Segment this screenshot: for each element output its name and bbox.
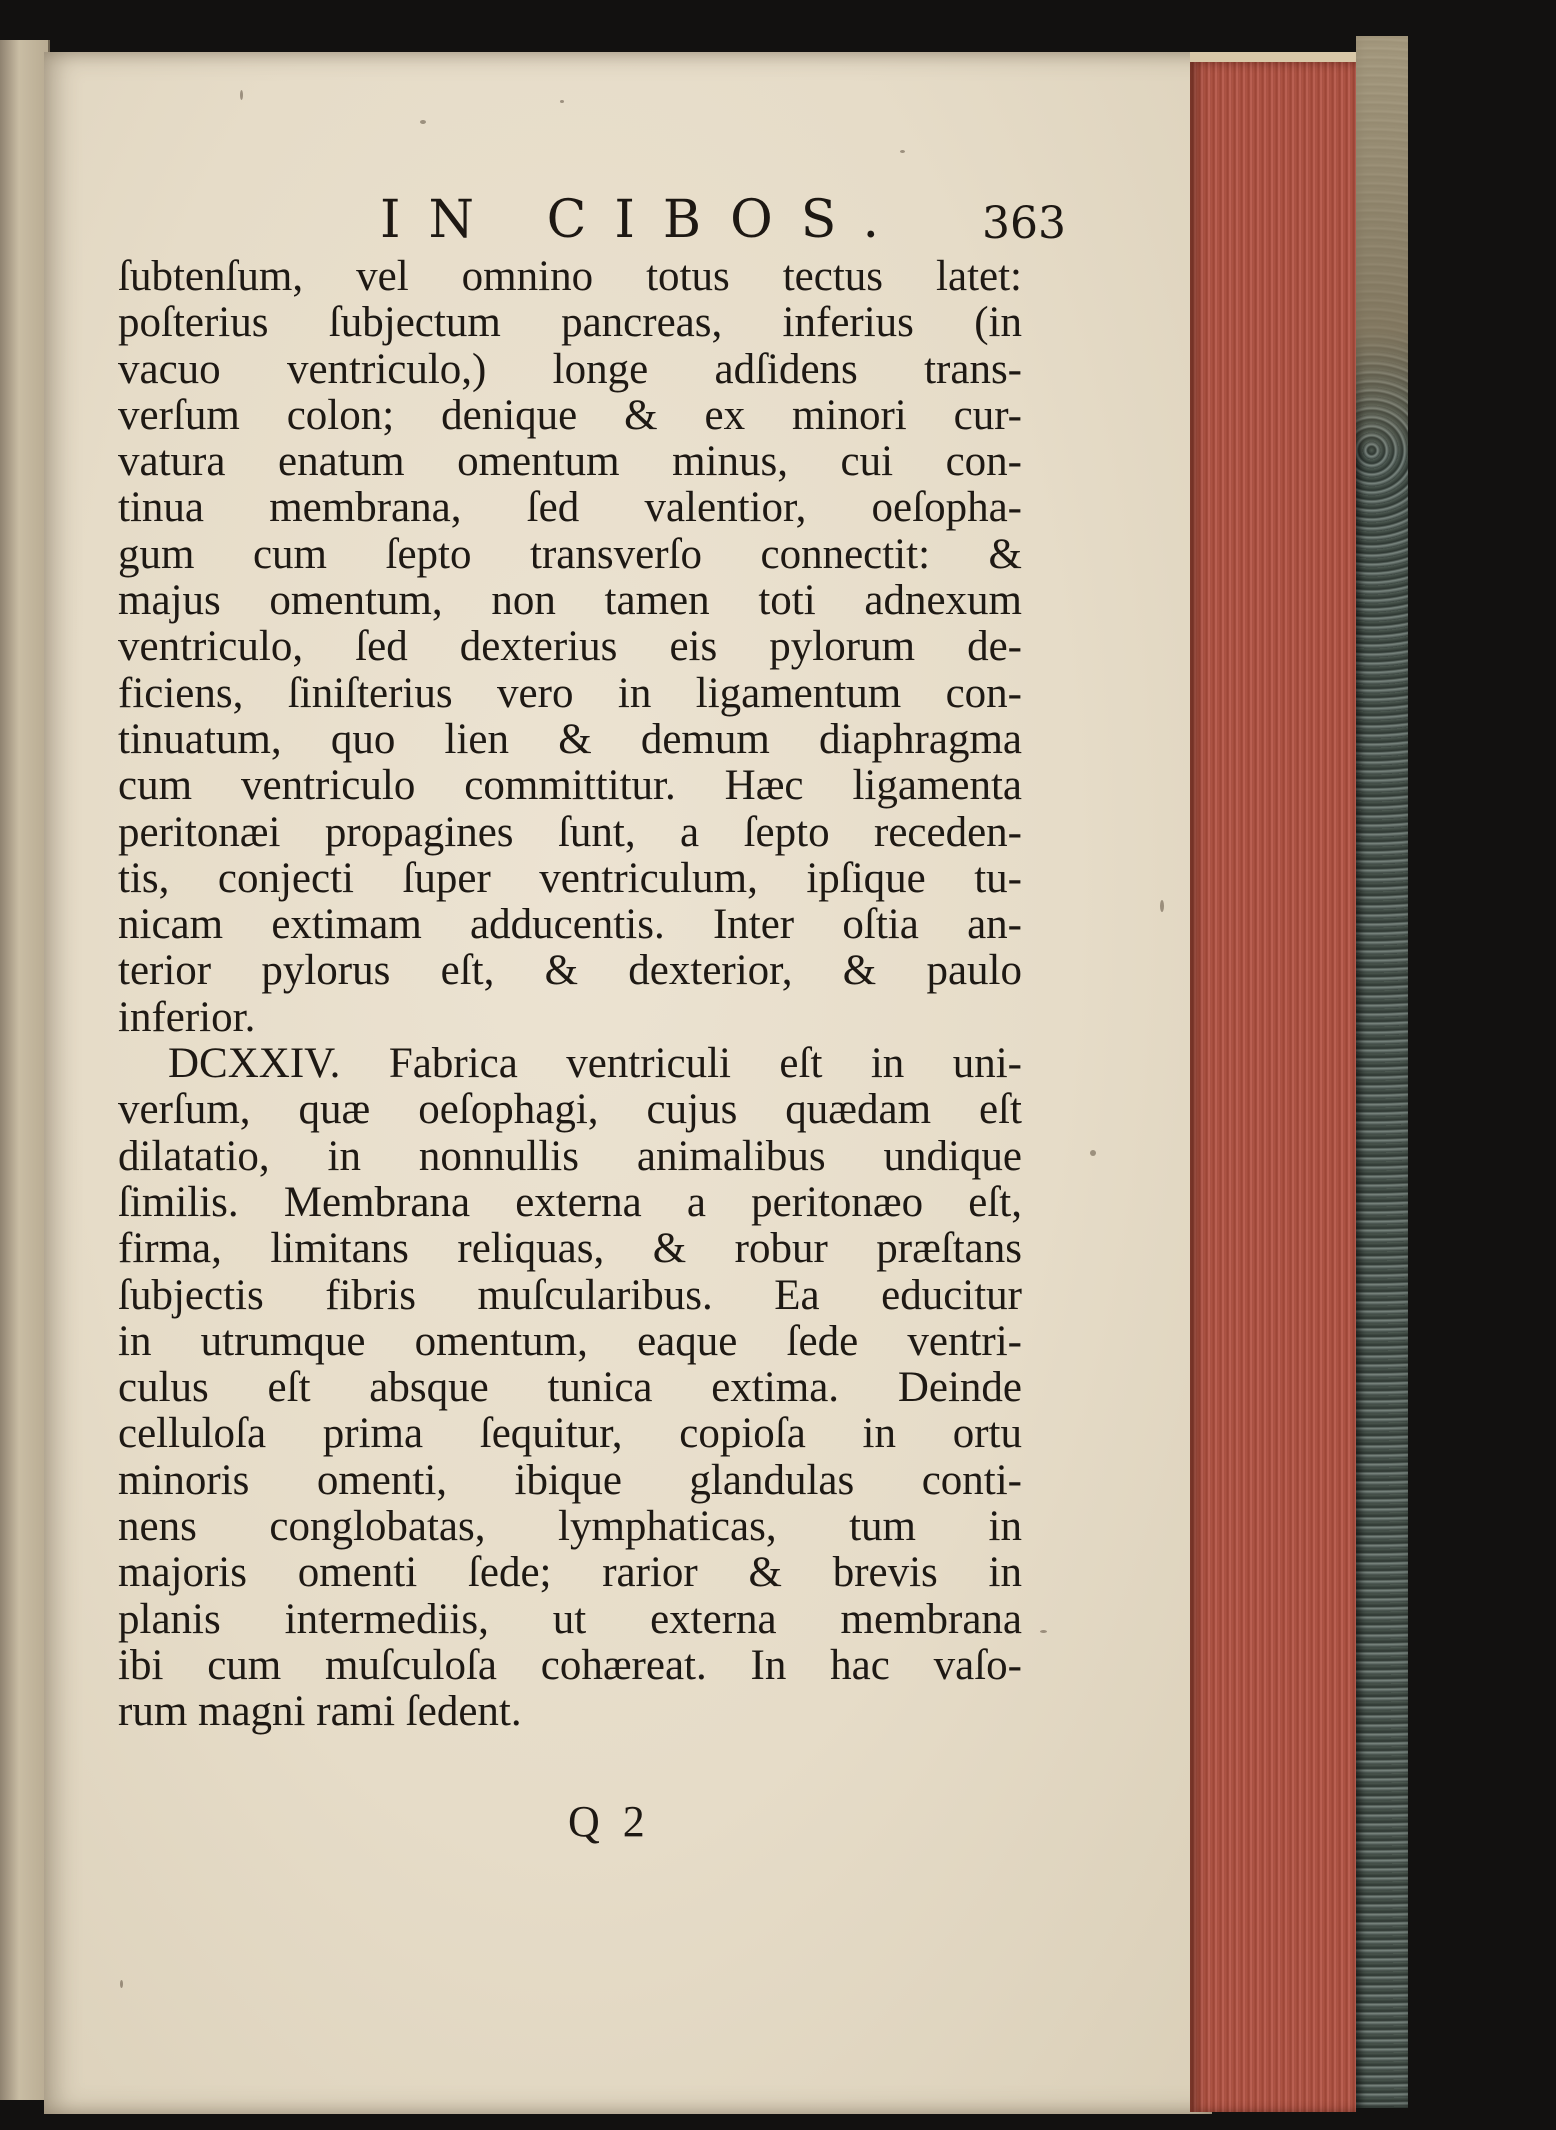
running-head: IN CIBOS. [380, 190, 908, 250]
text-line: in utrumque omentum, eaque ſede ventri- [118, 1317, 1022, 1365]
text-line: ſubtenſum, vel omnino totus tectus latet: [118, 253, 1022, 300]
text-line: firma, limitans reliquas, & robur præſtans [118, 1225, 1022, 1273]
text-line: ibi cum muſculoſa cohæreat. In hac vaſo- [118, 1641, 1022, 1689]
text-line: terior pylorus eſt, & dexterior, & paulo [118, 947, 1022, 995]
text-line: cum ventriculo committitur. Hæc ligamenta [118, 762, 1022, 810]
page-header [140, 190, 1066, 256]
text-line: nens conglobatas, lymphaticas, tum in [118, 1503, 1022, 1551]
signature-mark: Q 2 [568, 1797, 651, 1846]
red-page-edges [1190, 62, 1356, 2112]
text-line: culus eſt absque tunica extima. Deinde [118, 1364, 1022, 1412]
text-line: tinuatum, quo lien & demum diaphragma [118, 715, 1022, 763]
text-line: ficiens, ſiniſterius vero in ligamentum con- [118, 669, 1022, 717]
text-line: celluloſa prima ſequitur, copioſa in ortu [118, 1410, 1022, 1458]
text-line: majus omentum, non tamen toti adnexum [118, 577, 1022, 625]
text-line: minoris omenti, ibique glandulas conti- [118, 1456, 1022, 1504]
text-line: dilatatio, in nonnullis animalibus undique [118, 1132, 1022, 1180]
previous-page-edge [0, 40, 50, 2100]
body-text [118, 254, 1022, 1736]
text-line: inferior. [118, 993, 256, 1041]
text-line: rum magni rami ſedent. [118, 1688, 522, 1736]
text-line: verſum, quæ oeſophagi, cujus quædam eſt [118, 1086, 1022, 1134]
text-line: vacuo ventriculo,) longe adſidens trans- [118, 345, 1022, 393]
text-line: nicam extimam adducentis. Inter oſtia an- [118, 901, 1022, 949]
text-line: majoris omenti ſede; rarior & brevis in [118, 1549, 1022, 1597]
text-line: ſubjectis fibris muſcularibus. Ea educitur [118, 1271, 1022, 1319]
text-line: ſimilis. Membrana externa a peritonæo eſt, [118, 1178, 1022, 1226]
text-line: peritonæi propagines ſunt, a ſepto receden- [118, 808, 1022, 856]
text-line: verſum colon; denique & ex minori cur- [118, 391, 1022, 439]
cover-worn-corner [1356, 36, 1408, 456]
text-line: tinua membrana, ſed valentior, oeſopha- [118, 484, 1022, 532]
text-line: gum cum ſepto transverſo connectit: & [118, 530, 1022, 578]
section-heading-line: DCXXIV. Fabrica ventriculi eſt in uni- [168, 1040, 1022, 1088]
text-line: tis, conjecti ſuper ventriculum, ipſique tu- [118, 854, 1022, 902]
text-line: poſterius ſubjectum pancreas, inferius (in [118, 299, 1022, 347]
text-line: vatura enatum omentum minus, cui con- [118, 438, 1022, 486]
text-line: planis intermediis, ut externa membrana [118, 1595, 1022, 1643]
page-number: 363 [982, 198, 1066, 249]
text-line: ventriculo, ſed dexterius eis pylorum de- [118, 623, 1022, 671]
